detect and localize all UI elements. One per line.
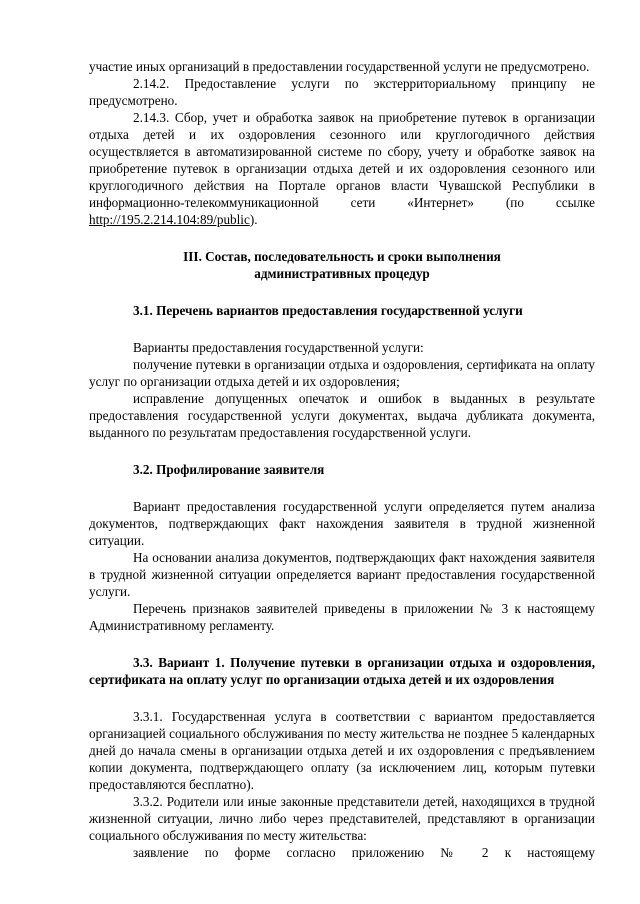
section-3-2-paragraph-2: На основании анализа документов, подтверждающих факт нахождения заявителя в трудной жизненной ситуации определяется вариант предоставления государственной услуги. xyxy=(89,550,595,599)
section-3-3-1: 3.3.1. Государственная услуга в соответствии с вариантом предоставляется организацией социального обслуживания по месту жительства не позднее 5 календарных дней до начала смены в организации отдыха детей и их оздоровления с предъявлением копии документа, подтверждающего оплату (за исключением лиц, которым путевки предоставляются бесплатно). xyxy=(89,709,595,792)
section-3-1-variant-2: исправление допущенных опечаток и ошибок в выданных в результате предоставления государственной услуги документах, выдача дубликата документа, выданного по результатам предоставления государственной услуги. xyxy=(89,391,595,440)
paragraph-2-14-3-tail: ). xyxy=(249,212,258,227)
section-3-1-variant-1: получение путевки в организации отдыха и оздоровления, сертификата на оплату услуг по организации отдыха детей и их оздоровления; xyxy=(89,357,595,389)
section-3-2-title: 3.2. Профилирование заявителя xyxy=(133,462,325,477)
paragraph-2-14-3-text: 2.14.3. Сбор, учет и обработка заявок на приобретение путевок в организации отдыха детей и их оздоровления сезонного или круглогодичного действия осуществляется в автоматизированной системе по сбору, учету и обработке заявок на приобретение путевок в организации отдыха детей и их оздоровления сезонного или круглогодичного действия на Портале органов власти Чувашской Республики в информационно-телекоммуникационной сети «Интернет» (по ссылке xyxy=(89,110,595,210)
section-3-3-2-item: заявление по форме согласно приложению № 2 к настоящему xyxy=(133,845,595,860)
section-3-1-intro: Варианты предоставления государственной услуги: xyxy=(133,340,424,355)
section-3-2-paragraph-1: Вариант предоставления государственной услуги определяется путем анализа документов, подтверждающих факт нахождения заявителя в трудной жизненной ситуации. xyxy=(89,499,595,548)
document-page xyxy=(89,58,595,861)
section-3-2-paragraph-3: Перечень признаков заявителей приведены в приложении № 3 к настоящему Административному регламенту. xyxy=(89,601,595,633)
paragraph-2-14-2: 2.14.2. Предоставление услуги по экстерриториальному принципу не предусмотрено. xyxy=(89,76,595,108)
section-3-3-2: 3.3.2. Родители или иные законные представители детей, находящихся в трудной жизненной ситуации, лично либо через представителей, представляют в организации социального обслуживания по месту жительства: xyxy=(89,794,595,843)
portal-link[interactable]: http://195.2.214.104:89/public xyxy=(89,212,250,227)
section-3-3-title: 3.3. Вариант 1. Получение путевки в организации отдыха и оздоровления, сертификата на оплату услуг по организации отдыха детей и их оздоровления xyxy=(89,655,595,687)
paragraph-2-14-3 xyxy=(89,109,595,228)
section-3-1-title: 3.1. Перечень вариантов предоставления государственной услуги xyxy=(133,303,523,318)
paragraph-participation: участие иных организаций в предоставлении государственной услуги не предусмотрено. xyxy=(89,59,590,74)
section-3-title: III. Состав, последовательность и сроки выполнения административных процедур xyxy=(183,249,501,281)
